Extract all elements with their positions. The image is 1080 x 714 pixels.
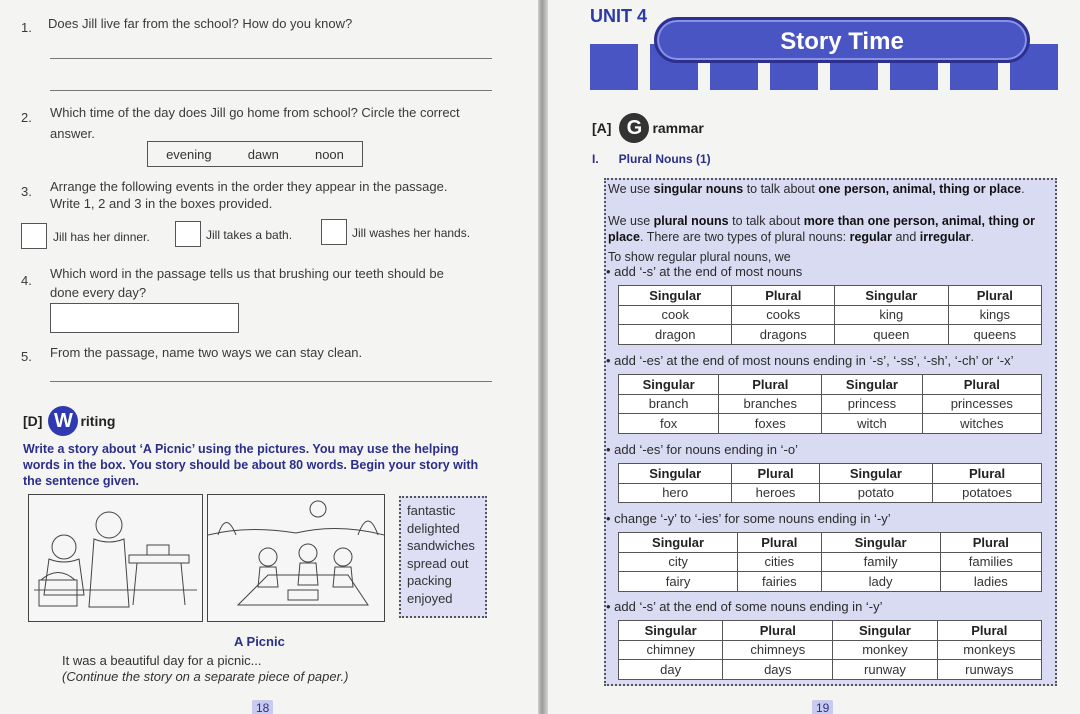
bullet-rule: • change ‘-y’ to ‘-ies’ for some nouns ending in ‘-y’ bbox=[606, 511, 891, 526]
subsection-number: I. bbox=[592, 152, 599, 166]
story-opening: It was a beautiful day for a picnic... bbox=[62, 653, 262, 668]
time-options-box bbox=[147, 141, 363, 167]
left-page bbox=[0, 0, 538, 714]
table-row: dragon dragons queen queens bbox=[619, 325, 1042, 345]
bullet-rule: • add ‘-s’ at the end of most nouns bbox=[606, 264, 803, 279]
table-header-row: Singular Plural Singular Plural bbox=[619, 621, 1042, 641]
bullet-rule: • add ‘-es’ at the end of most nouns ending in ‘-s’, ‘-ss’, ‘-sh’, ‘-ch’ or ‘-x’ bbox=[606, 353, 1014, 368]
option-evening[interactable]: evening bbox=[166, 146, 212, 162]
page-number: 18 bbox=[252, 700, 273, 714]
story-title: A Picnic bbox=[234, 634, 285, 649]
w-letter-icon: W bbox=[48, 406, 78, 436]
order-box[interactable] bbox=[21, 223, 47, 249]
unit-label: UNIT 4 bbox=[590, 6, 648, 26]
story-time-banner bbox=[654, 17, 1030, 63]
rule-singular: We use singular nouns to talk about one person, animal, thing or place. bbox=[608, 182, 1025, 196]
helping-word: sandwiches bbox=[407, 538, 475, 553]
table-header-row: Singular Plural Singular Plural bbox=[619, 464, 1042, 484]
table-header-row: Singular Plural Singular Plural bbox=[619, 533, 1042, 553]
table-row: city cities family families bbox=[619, 552, 1042, 572]
q2-number: 2. bbox=[21, 110, 32, 125]
picnic-park-illustration bbox=[207, 494, 385, 622]
q5-number: 5. bbox=[21, 349, 32, 364]
rule-plural: We use plural nouns to talk about more than one person, animal, thing or place. There are two types of plural nouns: regular and irregular. bbox=[608, 214, 1035, 244]
section-label: [A] bbox=[592, 120, 612, 136]
helping-word: spread out bbox=[407, 555, 469, 571]
q1-number: 1. bbox=[21, 20, 32, 35]
banner-tile bbox=[590, 44, 638, 90]
section-grammar-heading bbox=[592, 113, 704, 143]
table-header-row: Singular Plural Singular Plural bbox=[619, 286, 1042, 306]
q3-line2: Write 1, 2 and 3 in the boxes provided. bbox=[50, 196, 273, 211]
subsection-title: Plural Nouns (1) bbox=[618, 152, 711, 166]
page-number: 19 bbox=[812, 700, 833, 714]
q2-line1: Which time of the day does Jill go home from school? Circle the correct bbox=[50, 105, 460, 120]
table-row: chimney chimneys monkey monkeys bbox=[619, 640, 1042, 660]
plural-table bbox=[618, 620, 1042, 680]
plural-table bbox=[618, 285, 1042, 345]
answer-line[interactable] bbox=[50, 90, 492, 91]
table-header-row: Singular Plural Singular Plural bbox=[619, 375, 1042, 395]
answer-line[interactable] bbox=[50, 58, 492, 59]
answer-line[interactable] bbox=[50, 381, 492, 382]
plural-table bbox=[618, 374, 1042, 434]
q4-line1: Which word in the passage tells us that brushing our teeth should be bbox=[50, 266, 444, 281]
table-row: branch branches princess princesses bbox=[619, 394, 1042, 414]
table-row: day days runway runways bbox=[619, 660, 1042, 680]
section-writing-heading bbox=[23, 406, 115, 436]
book-spine bbox=[538, 0, 548, 714]
plural-table bbox=[618, 463, 1042, 503]
event-label: Jill has her dinner. bbox=[53, 230, 150, 244]
q1-text: Does Jill live far from the school? How do you know? bbox=[48, 16, 353, 31]
bullet-rule: • add ‘-es’ for nouns ending in ‘-o’ bbox=[606, 442, 798, 457]
writing-instructions: Write a story about ‘A Picnic’ using the pictures. You may use the helping words in the box. You story should be about 80 words. Begin your story with the sentence given. bbox=[23, 442, 479, 488]
table-row: hero heroes potato potatoes bbox=[619, 483, 1042, 503]
order-box[interactable] bbox=[175, 221, 201, 247]
table-row: fairy fairies lady ladies bbox=[619, 572, 1042, 592]
right-page bbox=[548, 0, 1080, 714]
event-label: Jill takes a bath. bbox=[206, 228, 293, 242]
section-label: [D] bbox=[23, 413, 43, 429]
q3-line1: Arrange the following events in the order they appear in the passage. bbox=[50, 179, 448, 194]
bullet-rule: • add ‘-s’ at the end of some nouns ending in ‘-y’ bbox=[606, 599, 883, 614]
helping-word: fantastic bbox=[407, 503, 456, 518]
q4-line2: done every day? bbox=[50, 285, 147, 300]
story-note: (Continue the story on a separate piece of paper.) bbox=[62, 669, 349, 684]
q3-number: 3. bbox=[21, 184, 32, 199]
option-noon[interactable]: noon bbox=[314, 146, 344, 162]
table-row: fox foxes witch witches bbox=[619, 414, 1042, 434]
event-label: Jill washes her hands. bbox=[352, 226, 471, 240]
section-title: riting bbox=[80, 413, 116, 429]
helping-words-box bbox=[399, 496, 487, 618]
helping-word: delighted bbox=[407, 520, 460, 536]
plural-table bbox=[618, 532, 1042, 592]
order-box[interactable] bbox=[321, 219, 347, 245]
helping-word: packing bbox=[407, 573, 452, 588]
answer-box[interactable] bbox=[50, 303, 239, 333]
option-dawn[interactable]: dawn bbox=[247, 146, 279, 162]
q4-number: 4. bbox=[21, 273, 32, 288]
g-letter-icon: G bbox=[619, 113, 649, 143]
picnic-packing-illustration bbox=[28, 494, 203, 622]
subsection-heading bbox=[592, 152, 711, 166]
banner-title: Story Time bbox=[780, 28, 904, 55]
helping-word: enjoyed bbox=[407, 590, 453, 606]
show-rule: To show regular plural nouns, we bbox=[608, 250, 791, 264]
q2-line2: answer. bbox=[50, 126, 95, 141]
q5-text: From the passage, name two ways we can stay clean. bbox=[50, 345, 363, 360]
section-title: rammar bbox=[652, 120, 704, 136]
table-row: cook cooks king kings bbox=[619, 305, 1042, 325]
